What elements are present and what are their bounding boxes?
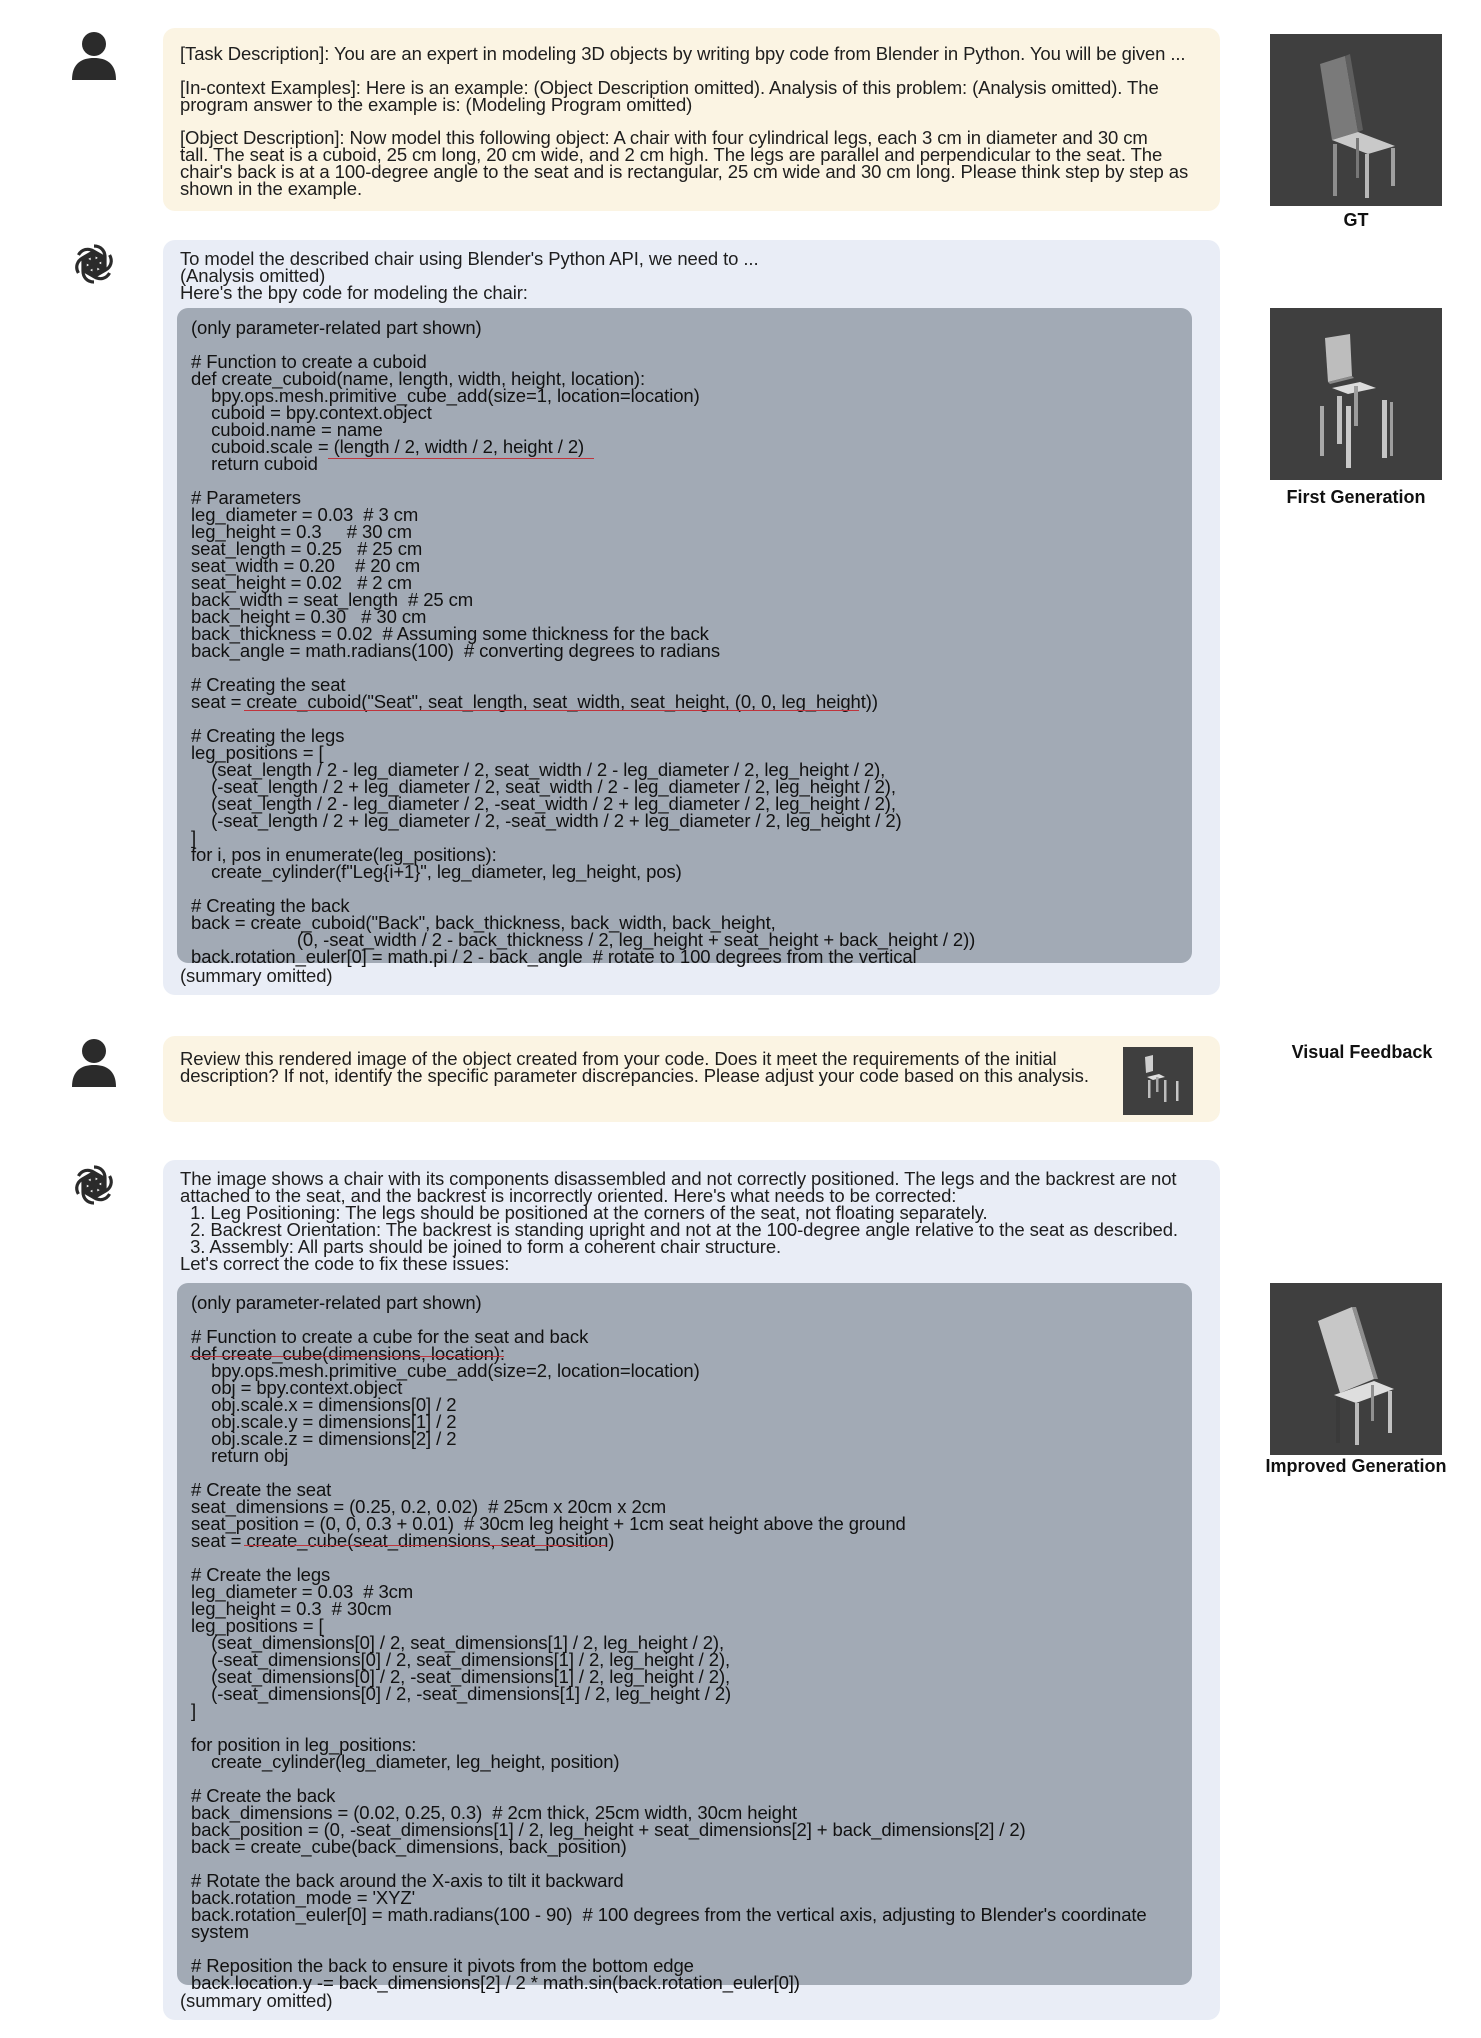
user-message-feedback	[163, 1036, 1220, 1122]
code-highlight-underline	[190, 1356, 504, 1357]
task-description: [Task Description]: You are an expert in modeling 3D objects by writing bpy code from Blender in Python. You will be given ...	[180, 43, 1186, 64]
gt-render-image	[1270, 34, 1442, 206]
code-text-first: (only parameter-related part shown) # Function to create a cuboid def create_cuboid(name, length, width, height, location): bpy.ops.mesh.primitive_cube_add(size=1, location=location) cuboid = bpy.context.object cuboid.name = name cuboid.scale = (length / 2, width / 2, height / 2) return cuboid # Parameters leg_diameter = 0.03 # 3 cm leg_height = 0.3 # 30 cm seat_length = 0.25 # 25 cm seat_width = 0.20 # 20 cm seat_height = 0.02 # 2 cm back_width = seat_length # 25 cm back_height = 0.30 # 30 cm back_thickness = 0.02 # Assuming some thickness for the back back_angle = math.radians(100) # converting degrees to radians # Creating the seat seat = create_cuboid("Seat", seat_length, seat_width, seat_height, (0, 0, leg_height)) # Creating the legs leg_positions = [ (seat_length / 2 - leg_diameter / 2, seat_width / 2 - leg_diameter / 2, leg_height / 2), (-seat_length / 2 + leg_diameter / 2, seat_width / 2 - leg_diameter / 2, leg_height / 2), (seat_length / 2 - leg_diameter / 2, -seat_width / 2 + leg_diameter / 2, leg_height / 2), (-seat_length / 2 + leg_diameter / 2, -seat_width / 2 + leg_diameter / 2, leg_height / 2) ] for i, pos in enumerate(leg_positions): create_cylinder(f"Leg{i+1}", leg_diameter, leg_height, pos) # Creating the back back = create_cuboid("Back", back_thickness, back_width, back_height, (0, -seat_width / 2 - back_thickness / 2, leg_height + seat_height + back_height / 2)) back.rotation_euler[0] = math.pi / 2 - back_angle # rotate to 100 degrees from the vertical	[191, 317, 976, 967]
first-generation-render-image	[1270, 308, 1442, 480]
improved-generation-render-image	[1270, 1283, 1442, 1455]
gt-caption: GT	[1343, 210, 1369, 230]
visual-feedback-caption: Visual Feedback	[1291, 1042, 1433, 1062]
improved-generation-caption: Improved Generation	[1265, 1456, 1447, 1476]
code-block-first	[177, 308, 1192, 967]
in-context-examples: [In-context Examples]: Here is an example: (Object Description omitted). Analysis of this problem: (Analysis omitted). The program answer to the example is: (Modeling Program omitted)	[180, 77, 1159, 115]
code-highlight-underline	[328, 458, 594, 459]
first-generation-caption: First Generation	[1286, 487, 1426, 507]
chatgpt-logo-icon	[70, 240, 118, 288]
assistant-analysis: The image shows a chair with its components disassembled and not correctly positioned. The legs and the backrest are not attached to the seat, and the backrest is incorrectly oriented. Here's what needs to be corrected: 1. Leg Positioning: The legs should be positioned at the corners of the seat, not floating separately. 2. Backrest Orientation: The backrest is standing upright and not at the 100-degree angle relative to the seat as described. 3. Assembly: All parts should be joined to form a coherent chair structure. Let's correct the code to fix these issues:	[180, 1168, 1178, 1274]
summary-omitted: (summary omitted)	[180, 965, 333, 986]
chatgpt-logo-icon	[70, 1161, 118, 1209]
summary-omitted: (summary omitted)	[180, 1990, 333, 2011]
user-message-task	[163, 28, 1220, 211]
first-render-thumbnail	[1123, 1047, 1193, 1115]
assistant-intro: To model the described chair using Blender's Python API, we need to ... (Analysis omitted) Here's the bpy code for modeling the chair:	[180, 248, 759, 303]
code-highlight-underline	[244, 710, 859, 711]
code-block-improved	[177, 1283, 1192, 1993]
object-description: [Object Description]: Now model this following object: A chair with four cylindrical legs, each 3 cm in diameter and 30 cm tall. The seat is a cuboid, 25 cm long, 20 cm wide, and 2 cm high. The legs are parallel and perpendicular to the seat. The chair's back is at a 100-degree angle to the seat and is rectangular, 25 cm wide and 30 cm long. Please think step by step as shown in the example.	[180, 127, 1189, 199]
code-highlight-underline	[244, 1545, 606, 1546]
user-avatar-icon	[70, 1037, 118, 1087]
code-text-improved: (only parameter-related part shown) # Function to create a cube for the seat and back def create_cube(dimensions, location): bpy.ops.mesh.primitive_cube_add(size=2, location=location) obj = bpy.context.object obj.scale.x = dimensions[0] / 2 obj.scale.y = dimensions[1] / 2 obj.scale.z = dimensions[2] / 2 return obj # Create the seat seat_dimensions = (0.25, 0.2, 0.02) # 25cm x 20cm x 2cm seat_position = (0, 0, 0.3 + 0.01) # 30cm leg height + 1cm seat height above the ground seat = create_cube(seat_dimensions, seat_position) # Create the legs leg_diameter = 0.03 # 3cm leg_height = 0.3 # 30cm leg_positions = [ (seat_dimensions[0] / 2, seat_dimensions[1] / 2, leg_height / 2), (-seat_dimensions[0] / 2, seat_dimensions[1] / 2, leg_height / 2), (seat_dimensions[0] / 2, -seat_dimensions[1] / 2, leg_height / 2), (-seat_dimensions[0] / 2, -seat_dimensions[1] / 2, leg_height / 2) ] for position in leg_positions: create_cylinder(leg_diameter, leg_height, position) # Create the back back_dimensions = (0.02, 0.25, 0.3) # 2cm thick, 25cm width, 30cm height back_position = (0, -seat_dimensions[1] / 2, leg_height + seat_dimensions[2] + back_dimensions[2] / 2) back = create_cube(back_dimensions, back_position) # Rotate the back around the X-axis to tilt it backward back.rotation_mode = 'XYZ' back.rotation_euler[0] = math.radians(100 - 90) # 100 degrees from the vertical axis, adjusting to Blender's coordinate system # Reposition the back to ensure it pivots from the bottom edge back.location.y -= back_dimensions[2] / 2 * math.sin(back.rotation_euler[0])	[191, 1292, 1147, 1993]
feedback-request: Review this rendered image of the object created from your code. Does it meet the requirements of the initial description? If not, identify the specific parameter discrepancies. Please adjust your code based on this analysis.	[180, 1048, 1089, 1086]
user-avatar-icon	[70, 30, 118, 80]
